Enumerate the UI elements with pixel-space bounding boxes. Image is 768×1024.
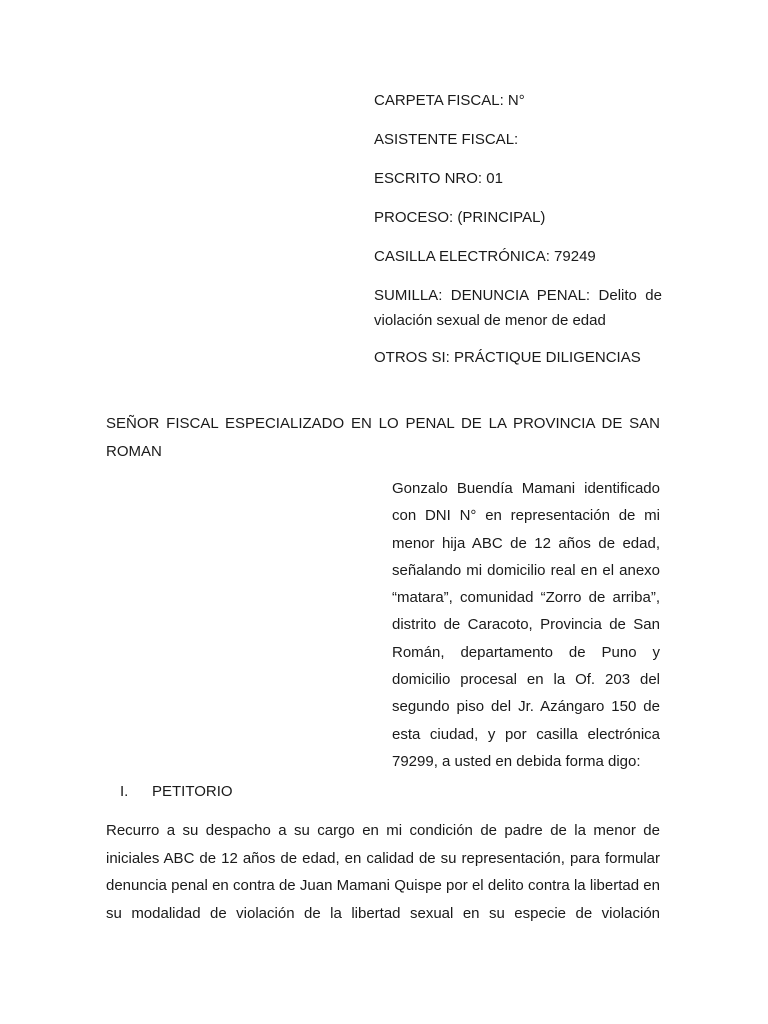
intro-paragraph: Gonzalo Buendía Mamani identificado con DNI N° en representación de mi menor hija ABC de 12 años de edad, señalando mi domicilio real en el anexo “matara”, comunidad “Zorro de arriba”, distrito de Caracoto, Provincia de San Román, departamento de Puno y domicilio procesal en la Of. 203 del segundo piso del Jr. Azángaro 150 de esta ciudad, y por casilla electrónica 79299, a usted en debida forma digo: [392,480,660,770]
proceso-line: PROCESO: (PRINCIPAL) [374,209,546,226]
section-number: I. [120,783,129,800]
section-title: PETITORIO [152,783,233,800]
asistente-fiscal-line: ASISTENTE FISCAL: [374,131,519,148]
addressee: SEÑOR FISCAL ESPECIALIZADO EN LO PENAL DE LA PROVINCIA DE SAN ROMAN [106,415,660,460]
case-header [374,88,662,384]
section-heading-petitorio [120,780,233,804]
sumilla-line: SUMILLA: DENUNCIA PENAL: Delito de violación sexual de menor de edad [374,287,662,329]
petitorio-paragraph: Recurro a su despacho a su cargo en mi condición de padre de la menor de iniciales ABC de 12 años de edad, en calidad de su representación, para formular denuncia penal en contra de Juan Mamani Quispe por el delito contra la libertad en su modalidad de violación de la libertad sexual en su especie de violación [106,822,660,922]
escrito-line: ESCRITO NRO: 01 [374,170,503,187]
carpeta-fiscal-line: CARPETA FISCAL: N° [374,92,525,109]
casilla-line: CASILLA ELECTRÓNICA: 79249 [374,248,596,265]
otros-si-line: OTROS SI: PRÁCTIQUE DILIGENCIAS [374,349,641,366]
